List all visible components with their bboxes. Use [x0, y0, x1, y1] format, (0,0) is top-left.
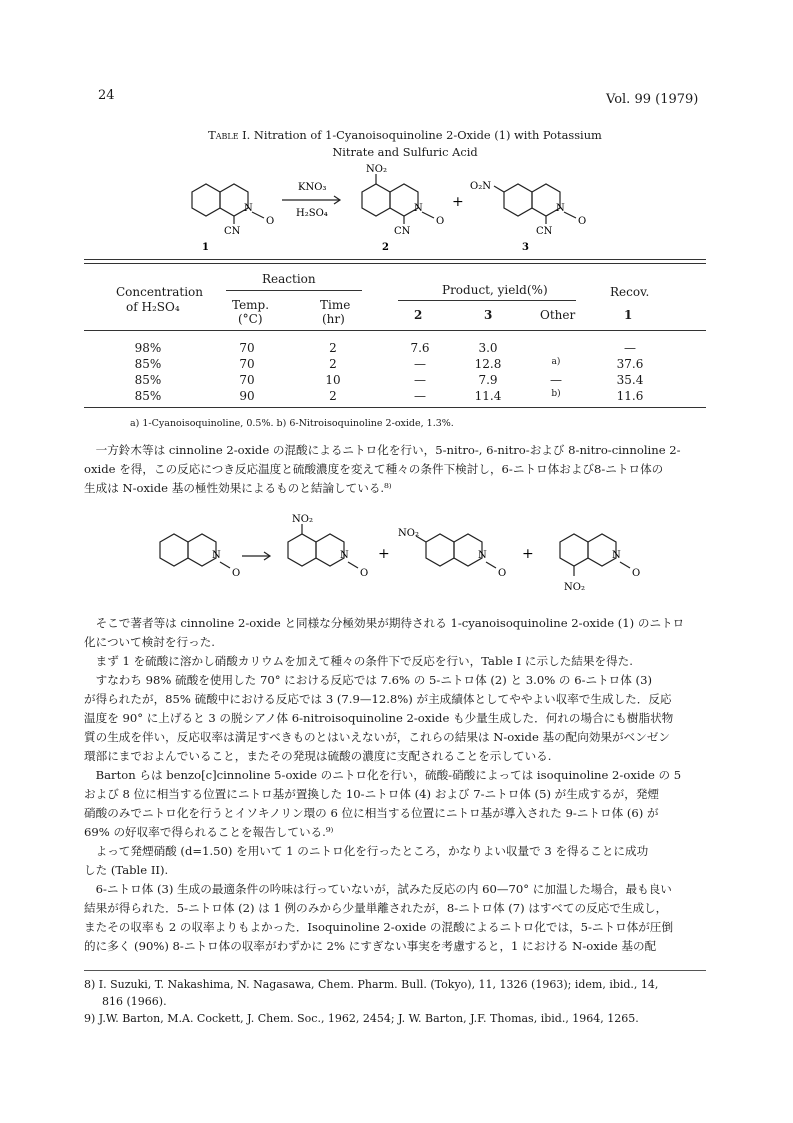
cell-p2: — — [414, 389, 426, 403]
header-temp: Temp. — [232, 298, 270, 312]
text-line: 69% の好収率で得られることを報告している.⁹⁾ — [84, 825, 334, 839]
plus-sign: + — [378, 546, 390, 562]
reaction-scheme-2 — [150, 512, 650, 608]
paragraph-2 — [84, 614, 706, 652]
text-line: 質の生成を伴い，反応収率は満足すべきものとはいえないが，これらの結果は N-oxide 基の配向効果がベンゼン — [84, 730, 671, 744]
n-label-2: N — [414, 203, 423, 214]
header-time-unit: (hr) — [322, 312, 345, 326]
header-col-3: 3 — [484, 308, 493, 322]
paragraph-7 — [84, 880, 706, 956]
text-line: まず 1 を硫酸に溶かし硝酸カリウムを加えて種々の条件下で反応を行い，Table I に示した結果を得た. — [95, 654, 633, 668]
reagent-h2so4: H₂SO₄ — [296, 208, 328, 219]
paragraph-4 — [84, 671, 706, 766]
compound-label-2: 2 — [382, 242, 389, 253]
cell-time: 2 — [329, 389, 337, 403]
text-line: 温度を 90° に上げると 3 の脱シアノ体 6-nitroisoquinoline 2-oxide も少量生成した．何れの場合にも樹脂状物 — [84, 711, 674, 725]
compound-label-3: 3 — [522, 242, 529, 253]
o-label: O — [632, 568, 641, 579]
cell-p2: — — [414, 373, 426, 387]
n-label: N — [212, 550, 221, 561]
text-line: が得られたが，85% 硫酸中における反応では 3 (7.9—12.8%) が主成績体としてややよい収率で生成した．反応 — [84, 692, 672, 706]
text-line: Barton らは benzo[c]cinnoline 5-oxide のニトロ化を行い，硫酸-硝酸によっては isoquinoline 2-oxide の 5 — [95, 768, 682, 782]
plus-sign: + — [522, 546, 534, 562]
table-top-rule — [84, 259, 706, 264]
text-line: よって発煙硝酸 (d=1.50) を用いて 1 のニトロ化を行ったところ，かなりよい収量で 3 を得ることに成功 — [95, 844, 649, 858]
cell-p3: 11.4 — [474, 389, 502, 403]
text-line: および 8 位に相当する位置にニトロ基が置換した 10-ニトロ体 (4) および 7-ニトロ体 (5) が生成するが，発煙 — [84, 787, 660, 801]
no2-label-8: NO₂ — [564, 582, 585, 593]
paragraph-3 — [84, 652, 706, 671]
cell-time: 2 — [329, 357, 337, 371]
cell-recov: — — [624, 341, 636, 355]
o2n-label-3: O₂N — [470, 181, 491, 192]
cn-label-1: CN — [224, 226, 241, 237]
o-label: O — [498, 568, 507, 579]
header-reaction: Reaction — [262, 272, 316, 286]
cell-temp: 70 — [239, 341, 255, 355]
text-line: 硝酸のみでニトロ化を行うとイソキノリン環の 6 位に相当する位置にニトロ基が導入された 9-ニトロ体 (6) が — [84, 806, 659, 820]
header-temp-unit: (°C) — [238, 312, 263, 326]
volume-label: Vol. 99 (1979) — [606, 92, 699, 107]
no2-label-6: NO₂ — [398, 528, 419, 539]
text-line: すなわち 98% 硫酸を使用した 70° における反応では 7.6% の 5-ニトロ体 (2) と 3.0% の 6-ニトロ体 (3) — [95, 673, 652, 687]
n-label-1: N — [244, 203, 253, 214]
cell-time: 2 — [329, 341, 337, 355]
cell-conc: 85% — [134, 389, 162, 403]
text-line: 6-ニトロ体 (3) 生成の最適条件の吟味は行っていないが，試みた反応の内 60—70° に加温した場合，最も良い — [95, 882, 672, 896]
cell-p3: 7.9 — [478, 373, 498, 387]
references — [84, 976, 706, 1027]
cell-other: b) — [551, 389, 561, 399]
no2-label-2: NO₂ — [366, 164, 387, 175]
paragraph-5 — [84, 766, 706, 842]
table-bottom-rule — [84, 407, 706, 408]
reagent-kno3: KNO₃ — [298, 182, 327, 193]
header-concentration: Concentration — [116, 285, 204, 299]
text-line: そこで著者等は cinnoline 2-oxide と同様な分極効果が期待される 1-cyanoisoquinoline 2-oxide (1) のニトロ — [95, 616, 685, 630]
reaction-brace — [226, 290, 362, 291]
cell-conc: 85% — [134, 373, 162, 387]
n-label: N — [612, 550, 621, 561]
header-col-other: Other — [540, 308, 576, 322]
n-label: N — [478, 550, 487, 561]
header-h2so4: of H₂SO₄ — [126, 300, 180, 314]
table-footnote: a) 1-Cyanoisoquinoline, 0.5%. b) 6-Nitroisoquinoline 2-oxide, 1.3%. — [130, 418, 454, 429]
cell-p2: 7.6 — [410, 341, 430, 355]
o-label-1: O — [266, 216, 275, 227]
text-line: 結果が得られた．5-ニトロ体 (2) は 1 例のみから少量単離されたが，8-ニトロ体 (7) はすべての反応で生成し， — [84, 901, 668, 915]
reaction-scheme-1 — [180, 162, 600, 254]
cell-p3: 12.8 — [474, 357, 502, 371]
header-time: Time — [320, 298, 351, 312]
header-recov-1: 1 — [624, 308, 633, 322]
plus-sign: + — [452, 194, 464, 210]
cell-recov: 11.6 — [616, 389, 644, 403]
o-label: O — [232, 568, 241, 579]
text-line: した (Table II). — [84, 863, 169, 877]
table-title-line2: Nitrate and Sulfuric Acid — [332, 145, 478, 159]
table-title-line1: Nitration of 1-Cyanoisoquinoline 2-Oxide (1) with Potassium — [253, 128, 602, 142]
table-title-prefix: Table I. — [208, 128, 251, 142]
reference-9: 9) J.W. Barton, M.A. Cockett, J. Chem. Soc., 1962, 2454; J. W. Barton, J.F. Thomas, ibid., 1964, 1265. — [84, 1012, 639, 1025]
product-brace — [398, 300, 576, 301]
header-product: Product, yield(%) — [442, 283, 548, 297]
cell-p3: 3.0 — [478, 341, 498, 355]
header-col-2: 2 — [414, 308, 423, 322]
cn-label-3: CN — [536, 226, 553, 237]
paragraph-6 — [84, 842, 706, 880]
paragraph-1 — [84, 441, 706, 498]
references-rule — [84, 970, 706, 971]
cell-temp: 90 — [239, 389, 255, 403]
page-number: 24 — [98, 88, 115, 103]
no2-label-5: NO₂ — [292, 514, 313, 525]
text-line: 環部にまでおよんでいること，またその発現は硫酸の濃度に支配されることを示している. — [84, 749, 552, 763]
o-label: O — [360, 568, 369, 579]
n-label: N — [340, 550, 349, 561]
cell-other: a) — [551, 357, 561, 367]
text-line: またその収率も 2 の収率よりもよかった．Isoquinoline 2-oxide の混酸によるニトロ化では，5-ニトロ体が圧倒 — [84, 920, 674, 934]
table-title — [100, 127, 710, 161]
o-label-2: O — [436, 216, 445, 227]
compound-label-1: 1 — [202, 242, 209, 253]
text-line: 生成は N-oxide 基の極性効果によるものと結論している.⁸⁾ — [84, 481, 392, 495]
reference-8-cont: 816 (1966). — [102, 995, 167, 1008]
cell-temp: 70 — [239, 373, 255, 387]
header-recov: Recov. — [610, 285, 650, 299]
reference-8: 8) I. Suzuki, T. Nakashima, N. Nagasawa, Chem. Pharm. Bull. (Tokyo), 11, 1326 (1963); idem, ibid., 14, — [84, 978, 659, 991]
text-line: oxide を得，この反応につき反応温度と硫酸濃度を変えて種々の条件下検討し，6-ニトロ体および8-ニトロ体の — [84, 462, 664, 476]
n-label-3: N — [556, 203, 565, 214]
cell-conc: 98% — [134, 341, 162, 355]
table-header-rule — [84, 330, 706, 331]
cell-p2: — — [414, 357, 426, 371]
text-line: 一方鈴木等は cinnoline 2-oxide の混酸によるニトロ化を行い，5-nitro-, 6-nitro-および 8-nitro-cinnoline 2- — [95, 443, 681, 457]
o-label-3: O — [578, 216, 587, 227]
text-line: 的に多く (90%) 8-ニトロ体の収率がわずかに 2% にすぎない事実を考慮すると，1 における N-oxide 基の配 — [84, 939, 657, 953]
cell-other: — — [550, 373, 562, 387]
cell-recov: 37.6 — [616, 357, 644, 371]
cell-time: 10 — [325, 373, 341, 387]
cell-conc: 85% — [134, 357, 162, 371]
text-line: 化について検討を行った. — [84, 635, 215, 649]
cn-label-2: CN — [394, 226, 411, 237]
cell-recov: 35.4 — [616, 373, 644, 387]
cell-temp: 70 — [239, 357, 255, 371]
